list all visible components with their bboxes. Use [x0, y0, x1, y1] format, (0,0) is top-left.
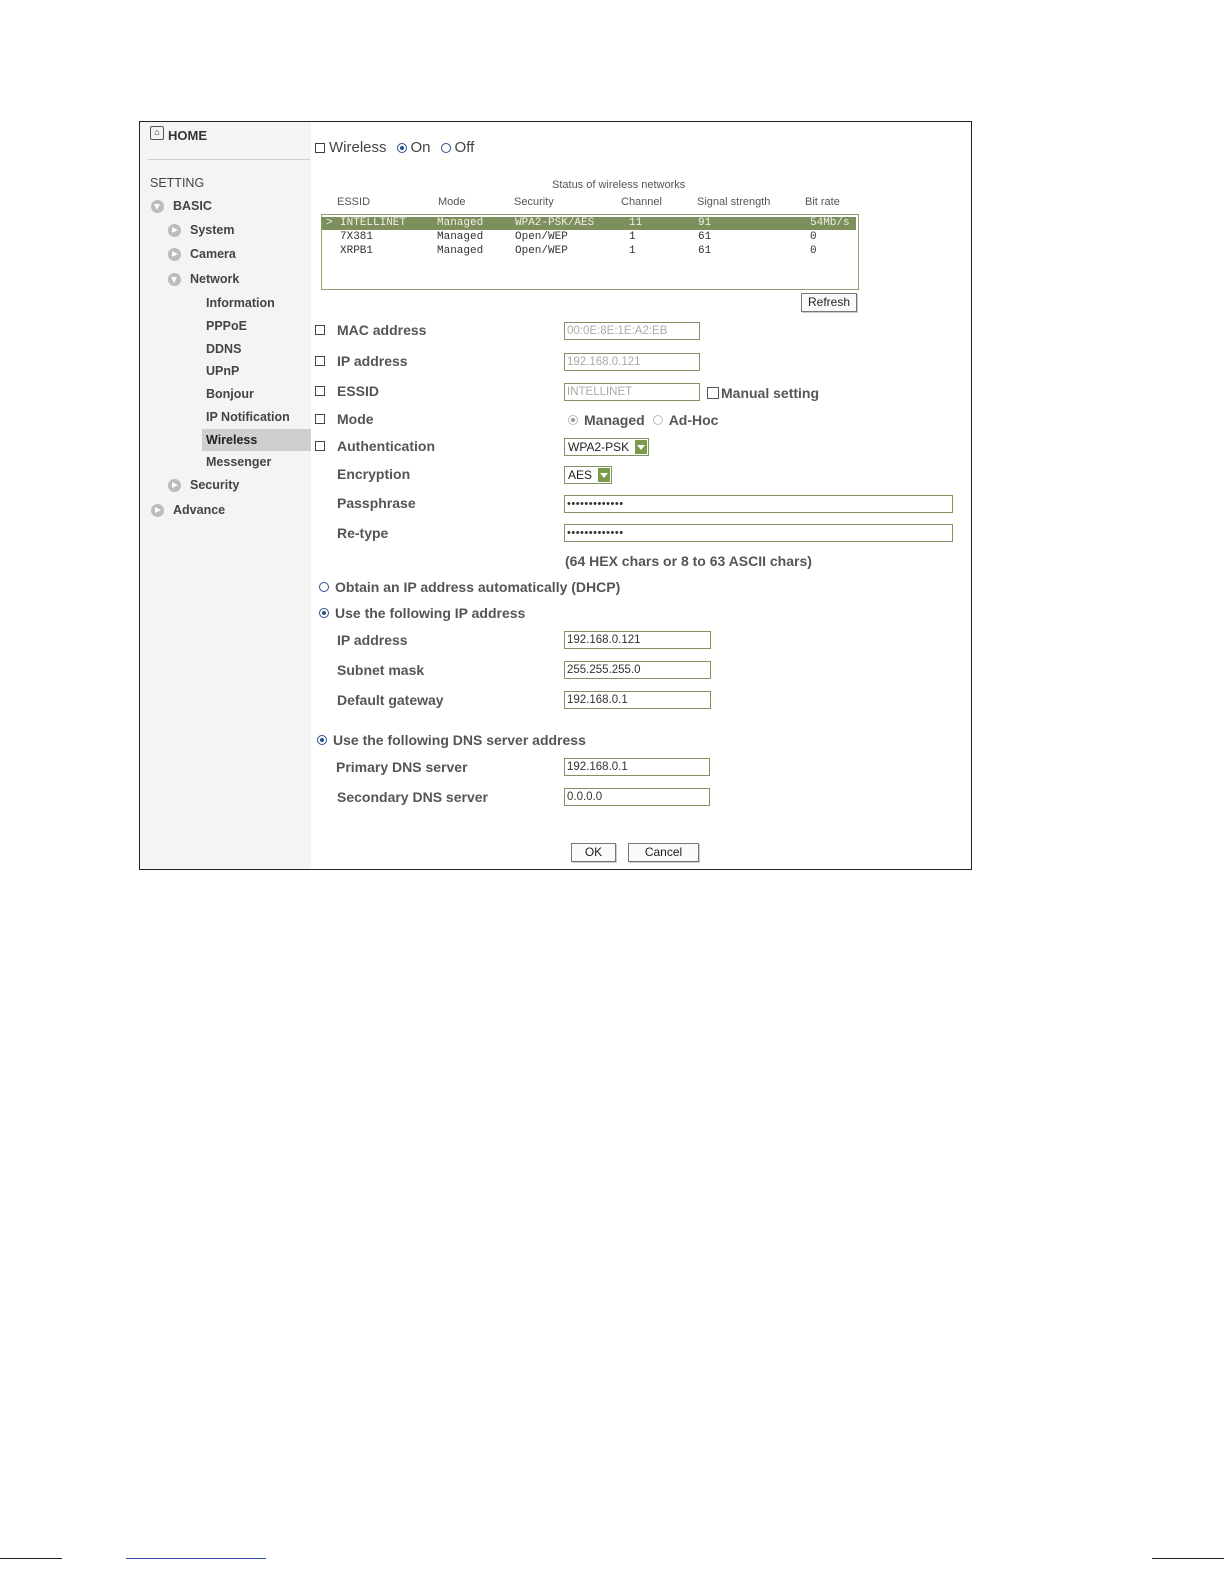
mode-row-label [315, 411, 374, 427]
sidebar-item-label: Network [190, 272, 240, 286]
ip-row-label [315, 353, 408, 369]
sidebar-item-basic[interactable] [151, 199, 212, 213]
network-security: Open/WEP [515, 245, 568, 257]
sidebar-divider [148, 159, 310, 160]
bullet-square-icon [315, 414, 325, 424]
col-signal-strength: Signal strength [697, 196, 771, 208]
network-mode: Managed [437, 217, 484, 229]
sidebar-item-label: System [190, 223, 235, 237]
ip-label: IP address [337, 353, 408, 369]
wireless-label: Wireless [329, 139, 387, 156]
home-link[interactable] [150, 128, 207, 143]
mode-adhoc-label: Ad-Hoc [668, 412, 719, 428]
collapsed-arrow-icon [168, 224, 181, 237]
refresh-button[interactable]: Refresh [801, 293, 857, 312]
sidebar-item-advance[interactable] [151, 503, 225, 517]
network-essid: INTELLINET [340, 217, 407, 229]
setting-heading: SETTING [150, 176, 205, 190]
sidebar-item-ddns[interactable]: DDNS [206, 342, 242, 356]
network-channel: 11 [629, 217, 643, 229]
manual-setting-checkbox[interactable] [707, 387, 719, 399]
default-gateway-field[interactable]: 192.168.0.1 [564, 691, 711, 709]
primary-dns-label: Primary DNS server [336, 759, 468, 775]
sidebar-item-network[interactable] [168, 272, 239, 286]
wireless-on-label: On [410, 139, 431, 156]
dhcp-radio[interactable] [319, 582, 329, 592]
network-row[interactable] [322, 231, 856, 244]
sidebar-item-pppoe[interactable]: PPPoE [206, 319, 247, 333]
network-signal: 61 [698, 245, 712, 257]
passphrase-label: Passphrase [337, 495, 416, 511]
encryption-value: AES [568, 468, 593, 482]
wireless-off-radio[interactable] [441, 143, 451, 153]
col-channel: Channel [621, 196, 662, 208]
mode-managed-label: Managed [584, 412, 645, 428]
mode-managed-radio[interactable] [568, 415, 578, 425]
sidebar-item-label: Security [190, 478, 240, 492]
chevron-down-icon [598, 468, 610, 482]
network-mode: Managed [437, 231, 484, 243]
wireless-on-radio[interactable] [397, 143, 407, 153]
mac-row-label [315, 322, 426, 338]
bullet-square-icon [315, 143, 325, 153]
sidebar-item-system[interactable] [168, 223, 234, 237]
static-ip-label: Use the following IP address [335, 605, 526, 621]
primary-dns-field[interactable]: 192.168.0.1 [564, 758, 710, 776]
chevron-down-icon [635, 440, 647, 454]
col-mode: Mode [438, 196, 466, 208]
network-mode: Managed [437, 245, 484, 257]
auth-label: Authentication [337, 438, 435, 454]
retype-field[interactable]: ••••••••••••• [564, 524, 953, 542]
cancel-button[interactable]: Cancel [628, 843, 699, 862]
mode-options [568, 412, 718, 428]
authentication-select[interactable] [564, 438, 649, 456]
subnet-mask-field[interactable]: 255.255.255.0 [564, 661, 711, 679]
wireless-ip-field: 192.168.0.121 [564, 353, 700, 371]
encryption-select[interactable] [564, 466, 612, 484]
auth-row-label [315, 438, 435, 454]
network-essid: 7X381 [340, 231, 374, 243]
col-bit-rate: Bit rate [805, 196, 840, 208]
secondary-dns-label: Secondary DNS server [337, 789, 488, 805]
network-bitrate: 0 [810, 231, 817, 243]
static-ip-radio[interactable] [319, 608, 329, 618]
dhcp-label: Obtain an IP address automatically (DHCP) [335, 579, 621, 595]
expanded-arrow-icon [168, 273, 181, 286]
mode-adhoc-radio[interactable] [653, 415, 663, 425]
col-essid: ESSID [337, 196, 371, 208]
sidebar-item-label: Camera [190, 247, 236, 261]
default-gateway-label: Default gateway [337, 692, 444, 708]
collapsed-arrow-icon [168, 248, 181, 261]
essid-field[interactable]: INTELLINET [564, 383, 700, 401]
encryption-label: Encryption [337, 466, 411, 482]
network-row[interactable] [322, 217, 856, 230]
camera-settings-window [139, 121, 972, 870]
dhcp-option [319, 579, 620, 595]
bullet-square-icon [315, 325, 325, 335]
network-signal: 61 [698, 231, 712, 243]
collapsed-arrow-icon [168, 479, 181, 492]
sidebar-item-messenger[interactable]: Messenger [206, 455, 272, 469]
home-icon: ⌂ [150, 126, 164, 140]
footer-link-underline [126, 1558, 266, 1559]
sidebar-item-ip-notification[interactable]: IP Notification [206, 410, 290, 424]
dns-option [317, 732, 586, 748]
secondary-dns-field[interactable]: 0.0.0.0 [564, 788, 710, 806]
subnet-mask-label: Subnet mask [337, 662, 425, 678]
manual-setting-row [707, 385, 819, 401]
expanded-arrow-icon [151, 200, 164, 213]
sidebar-item-label: Advance [173, 503, 226, 517]
passphrase-hint: (64 HEX chars or 8 to 63 ASCII chars) [565, 553, 812, 569]
sidebar-item-wireless[interactable]: Wireless [206, 433, 258, 447]
authentication-value: WPA2-PSK [568, 440, 630, 454]
mac-field: 00:0E:8E:1E:A2:EB [564, 322, 700, 340]
network-essid: XRPB1 [340, 245, 374, 257]
essid-row-label [315, 383, 379, 399]
bullet-square-icon [315, 356, 325, 366]
footer-rule-right [1152, 1558, 1224, 1559]
network-security: Open/WEP [515, 231, 568, 243]
sidebar-item-upnp[interactable]: UPnP [206, 364, 240, 378]
bullet-square-icon [315, 386, 325, 396]
network-bitrate: 0 [810, 245, 817, 257]
network-row[interactable] [322, 245, 856, 258]
retype-label: Re-type [337, 525, 389, 541]
dns-label: Use the following DNS server address [333, 732, 586, 748]
network-signal: 91 [698, 217, 712, 229]
static-ip-address-field[interactable]: 192.168.0.121 [564, 631, 711, 649]
static-ip-option [319, 605, 525, 621]
manual-setting-label: Manual setting [721, 385, 820, 401]
network-channel: 1 [629, 245, 636, 257]
wireless-toggle-row [315, 139, 474, 156]
mode-label: Mode [337, 411, 374, 427]
main-content [311, 122, 971, 869]
collapsed-arrow-icon [151, 504, 164, 517]
sidebar-item-label: BASIC [173, 199, 212, 213]
networks-listbox[interactable] [321, 214, 859, 290]
sidebar [140, 122, 311, 869]
ok-button[interactable]: OK [571, 843, 616, 862]
networks-title: Status of wireless networks [552, 179, 686, 191]
network-channel: 1 [629, 231, 636, 243]
dns-radio[interactable] [317, 735, 327, 745]
sidebar-item-security[interactable] [168, 478, 239, 492]
passphrase-field[interactable]: ••••••••••••• [564, 495, 953, 513]
mac-label: MAC address [337, 322, 427, 338]
footer-rule-left [0, 1558, 62, 1559]
selection-marker: > [326, 217, 333, 229]
sidebar-item-camera[interactable] [168, 247, 236, 261]
bullet-square-icon [315, 441, 325, 451]
wireless-off-label: Off [454, 139, 475, 156]
network-security: WPA2-PSK/AES [515, 217, 595, 229]
essid-label: ESSID [337, 383, 380, 399]
home-label: HOME [168, 128, 207, 143]
network-bitrate: 54Mb/s [810, 217, 850, 229]
col-security: Security [514, 196, 554, 208]
sidebar-item-bonjour[interactable]: Bonjour [206, 387, 254, 401]
sidebar-item-information[interactable]: Information [206, 296, 275, 310]
static-ip-address-label: IP address [337, 632, 408, 648]
